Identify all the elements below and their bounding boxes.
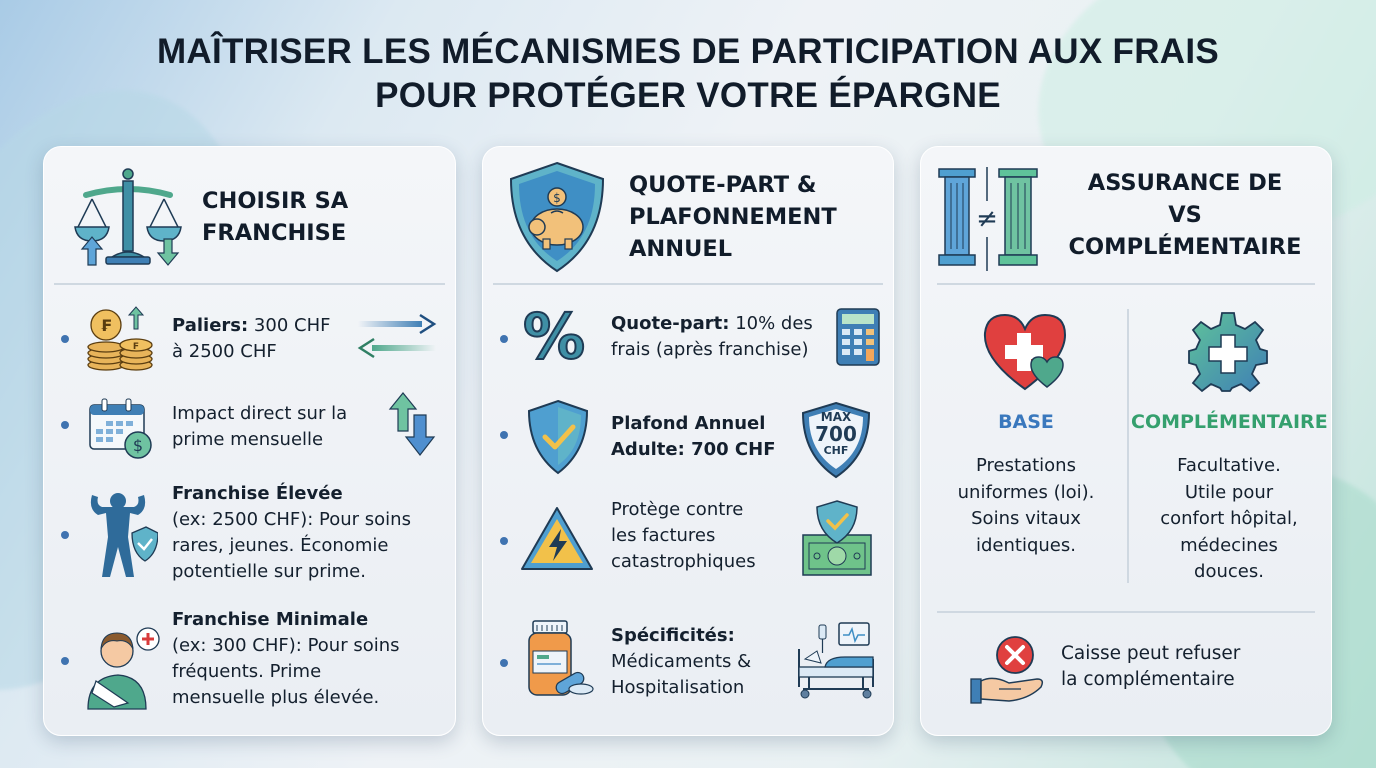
card-title: CHOISIR SA FRANCHISE bbox=[202, 188, 349, 246]
card-base-vs-complementaire bbox=[920, 146, 1332, 736]
injured-person-icon bbox=[84, 621, 164, 711]
card-header bbox=[44, 147, 455, 267]
list-item bbox=[44, 607, 455, 717]
list-item bbox=[44, 303, 455, 373]
item-text: Paliers: 300 CHF à 2500 CHF bbox=[172, 315, 331, 362]
strong-person-shield-icon bbox=[88, 491, 158, 581]
percent-icon: % bbox=[523, 300, 586, 373]
card-title: ASSURANCE DE VS COMPLÉMENTAIRE bbox=[1068, 170, 1302, 260]
list-item bbox=[483, 300, 893, 373]
card-header bbox=[921, 147, 1331, 267]
page-title bbox=[0, 30, 1376, 118]
item-text: Spécificités: Médicaments & Hospitalisation bbox=[611, 625, 752, 698]
gear-cross-icon bbox=[1187, 311, 1269, 393]
item-text: Caisse peut refuser la complémentaire bbox=[1061, 643, 1241, 690]
card-header bbox=[483, 147, 893, 267]
card-quote-part bbox=[482, 146, 894, 736]
scales-icon bbox=[72, 165, 184, 269]
item-text: Franchise Minimale (ex: 300 CHF): Pour soins fréquents. Prime mensuelle plus élevée. bbox=[172, 609, 400, 708]
divider bbox=[937, 611, 1315, 613]
item-text: Franchise Élevée (ex: 2500 CHF): Pour soins rares, jeunes. Économie potentielle sur prime. bbox=[172, 483, 411, 582]
svg-text:$: $ bbox=[132, 436, 144, 455]
up-down-arrows-icon bbox=[388, 391, 438, 457]
column-label: BASE bbox=[998, 411, 1054, 433]
divider bbox=[493, 283, 883, 285]
title-line-2: POUR PROTÉGER VOTRE ÉPARGNE bbox=[375, 76, 1001, 115]
list-item bbox=[44, 387, 455, 467]
max-badge-icon: MAX 700 CHF bbox=[801, 401, 871, 479]
warning-lightning-icon bbox=[519, 505, 595, 573]
heart-cross-icon bbox=[981, 311, 1071, 393]
divider bbox=[937, 283, 1315, 285]
bullet bbox=[500, 659, 508, 667]
list-item bbox=[483, 615, 893, 715]
hospital-bed-icon bbox=[795, 619, 877, 699]
list-item bbox=[44, 481, 455, 591]
card-franchise bbox=[43, 146, 456, 736]
svg-text:₣: ₣ bbox=[100, 316, 112, 335]
bullet bbox=[61, 335, 69, 343]
bullet bbox=[61, 421, 69, 429]
column-text: Prestations uniformes (loi). Soins vitaux identiques. bbox=[957, 455, 1095, 556]
hand-refuse-icon bbox=[969, 635, 1049, 707]
column-text: Facultative. Utile pour confort hôpital, médecines douces. bbox=[1160, 455, 1298, 582]
svg-text:$: $ bbox=[553, 191, 561, 205]
svg-text:F: F bbox=[132, 342, 140, 352]
divider bbox=[54, 283, 445, 285]
calculator-icon bbox=[835, 307, 881, 367]
pillars-not-equal-icon bbox=[937, 167, 1039, 271]
bullet bbox=[500, 537, 508, 545]
exchange-arrows-icon bbox=[356, 311, 438, 361]
calendar-dollar-icon bbox=[88, 397, 156, 463]
list-item bbox=[483, 387, 893, 477]
list-item bbox=[483, 497, 893, 587]
title-line-1: MAÎTRISER LES MÉCANISMES DE PARTICIPATION AUX FRAIS bbox=[156, 32, 1220, 71]
item-text: Plafond Annuel Adulte: 700 CHF bbox=[611, 413, 776, 460]
item-text: Protège contre les factures catastrophiques bbox=[611, 499, 756, 572]
svg-text:≠: ≠ bbox=[976, 204, 998, 234]
bullet bbox=[500, 335, 508, 343]
column-divider bbox=[1127, 309, 1129, 583]
item-text: Impact direct sur la prime mensuelle bbox=[172, 403, 348, 450]
bullet bbox=[61, 531, 69, 539]
refusal-note bbox=[921, 631, 1331, 711]
bullet bbox=[500, 431, 508, 439]
medicine-bottle-icon bbox=[525, 619, 595, 699]
bullet bbox=[61, 657, 69, 665]
money-shield-icon bbox=[801, 499, 873, 579]
coins-icon bbox=[84, 305, 156, 371]
card-title: QUOTE-PART & PLAFONNEMENT ANNUEL bbox=[629, 172, 837, 262]
item-text: Quote-part: 10% des frais (après franchise) bbox=[611, 313, 813, 360]
shield-piggy-bank-icon bbox=[507, 161, 607, 273]
column-label: COMPLÉMENTAIRE bbox=[1131, 411, 1328, 433]
shield-check-icon bbox=[527, 399, 589, 475]
